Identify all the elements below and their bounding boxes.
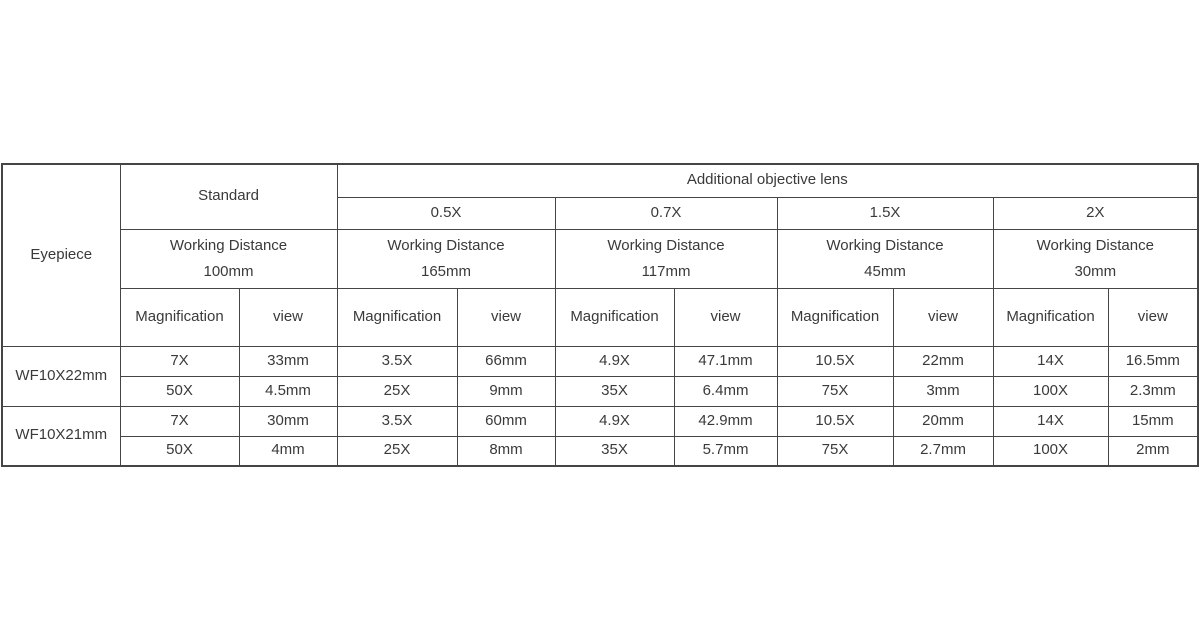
data-cell: 75X (777, 436, 893, 466)
data-cell: 25X (337, 436, 457, 466)
data-cell: 25X (337, 376, 457, 406)
group-header-2x: 2X (993, 197, 1198, 229)
header-row-columns (2, 288, 1198, 346)
magnification-column-header: Magnification (555, 288, 674, 346)
eyepiece-name-cell: WF10X22mm (2, 346, 120, 406)
data-cell: 2mm (1108, 436, 1198, 466)
data-cell: 8mm (457, 436, 555, 466)
table-row (2, 406, 1198, 436)
table-row (2, 376, 1198, 406)
data-cell: 10.5X (777, 346, 893, 376)
data-cell: 30mm (239, 406, 337, 436)
working-distance-value: 117mm (641, 262, 691, 280)
view-column-header: view (239, 288, 337, 346)
additional-objective-lens-header-cell: Additional objective lens (337, 164, 1198, 197)
view-column-header: view (457, 288, 555, 346)
data-cell: 4.9X (555, 406, 674, 436)
view-column-header: view (893, 288, 993, 346)
group-header-05x: 0.5X (337, 197, 555, 229)
table-row (2, 346, 1198, 376)
data-cell: 2.7mm (893, 436, 993, 466)
data-cell: 15mm (1108, 406, 1198, 436)
data-cell: 3.5X (337, 406, 457, 436)
working-distance-value: 100mm (203, 262, 254, 280)
view-column-header: view (1108, 288, 1198, 346)
data-cell: 4.5mm (239, 376, 337, 406)
eyepiece-header-cell: Eyepiece (2, 164, 120, 346)
working-distance-label: Working Distance (169, 236, 288, 254)
header-row-top (2, 164, 1198, 197)
data-cell: 7X (120, 346, 239, 376)
data-cell: 4mm (239, 436, 337, 466)
data-cell: 50X (120, 376, 239, 406)
working-distance-value: 165mm (421, 262, 472, 280)
view-column-header: view (674, 288, 777, 346)
data-cell: 66mm (457, 346, 555, 376)
data-cell: 33mm (239, 346, 337, 376)
standard-header-cell: Standard (120, 164, 337, 229)
data-cell: 14X (993, 346, 1108, 376)
magnification-column-header: Magnification (993, 288, 1108, 346)
data-cell: 20mm (893, 406, 993, 436)
working-distance-value: 45mm (864, 262, 906, 280)
data-cell: 2.3mm (1108, 376, 1198, 406)
data-cell: 35X (555, 376, 674, 406)
data-cell: 75X (777, 376, 893, 406)
data-cell: 50X (120, 436, 239, 466)
working-distance-2x-cell (993, 229, 1198, 288)
working-distance-15x-cell (777, 229, 993, 288)
working-distance-label: Working Distance (607, 236, 725, 254)
working-distance-value: 30mm (1074, 262, 1117, 280)
table-row (2, 436, 1198, 466)
magnification-column-header: Magnification (337, 288, 457, 346)
working-distance-label: Working Distance (826, 236, 944, 254)
data-cell: 10.5X (777, 406, 893, 436)
eyepiece-spec-table (1, 163, 1199, 467)
magnification-column-header: Magnification (777, 288, 893, 346)
working-distance-label: Working Distance (387, 236, 505, 254)
data-cell: 9mm (457, 376, 555, 406)
data-cell: 22mm (893, 346, 993, 376)
group-header-15x: 1.5X (777, 197, 993, 229)
eyepiece-name-cell: WF10X21mm (2, 406, 120, 466)
magnification-column-header: Magnification (120, 288, 239, 346)
data-cell: 47.1mm (674, 346, 777, 376)
working-distance-standard-cell (120, 229, 337, 288)
data-cell: 6.4mm (674, 376, 777, 406)
header-row-working-distance (2, 229, 1198, 288)
data-cell: 3mm (893, 376, 993, 406)
data-cell: 7X (120, 406, 239, 436)
working-distance-label: Working Distance (1036, 236, 1154, 254)
data-cell: 60mm (457, 406, 555, 436)
data-cell: 35X (555, 436, 674, 466)
working-distance-05x-cell (337, 229, 555, 288)
data-cell: 100X (993, 376, 1108, 406)
data-cell: 100X (993, 436, 1108, 466)
data-cell: 4.9X (555, 346, 674, 376)
group-header-07x: 0.7X (555, 197, 777, 229)
data-cell: 42.9mm (674, 406, 777, 436)
data-cell: 3.5X (337, 346, 457, 376)
data-cell: 16.5mm (1108, 346, 1198, 376)
data-cell: 14X (993, 406, 1108, 436)
working-distance-07x-cell (555, 229, 777, 288)
data-cell: 5.7mm (674, 436, 777, 466)
